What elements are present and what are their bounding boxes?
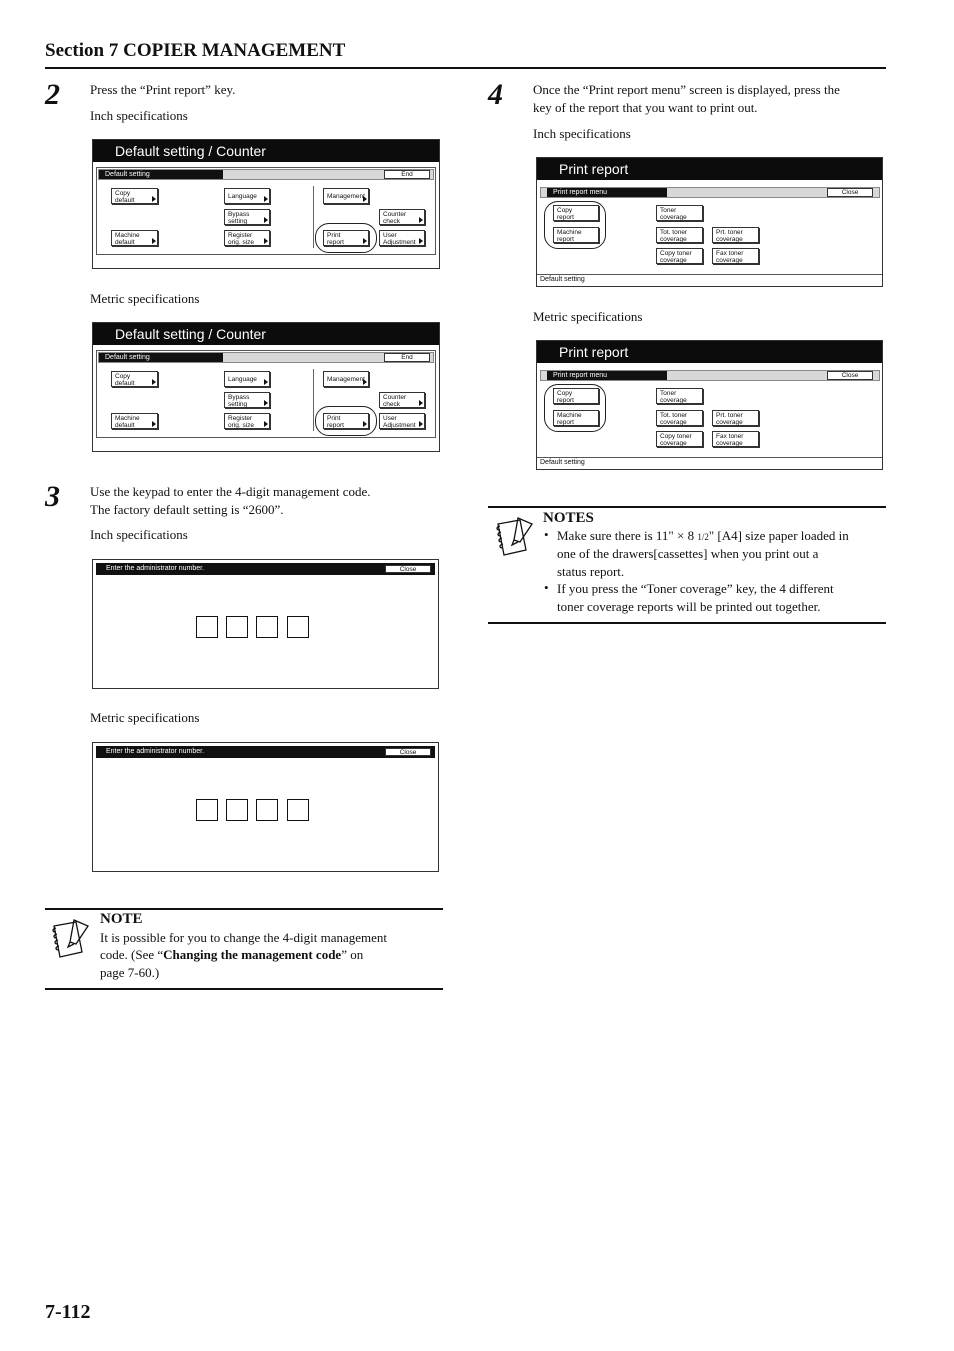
- arrow-right-icon: [152, 196, 156, 202]
- register-orig-size-key[interactable]: Register orig. size: [224, 413, 270, 429]
- prt-toner-coverage-key[interactable]: Prt. toner coverage: [712, 410, 759, 426]
- copy-default-key[interactable]: Copy default: [111, 371, 158, 387]
- page-number: 7-112: [45, 1301, 91, 1323]
- copy-report-key[interactable]: Copy report: [553, 388, 599, 404]
- default-setting-counter-panel-metric: [92, 322, 440, 452]
- machine-default-key[interactable]: Machine default: [111, 230, 158, 246]
- digit-box-4[interactable]: [287, 799, 309, 821]
- notes-b1-line2: one of the drawers[cassettes] when you print out a: [557, 546, 819, 561]
- notepad-pencil-icon: [46, 916, 92, 962]
- notes-b2-line1: If you press the “Toner coverage” key, the 4 different: [557, 581, 834, 596]
- language-key[interactable]: Language: [224, 371, 270, 387]
- default-setting-counter-panel-inch: [92, 139, 440, 269]
- note-line3: page 7-60.): [100, 965, 160, 980]
- copy-toner-coverage-key[interactable]: Copy toner coverage: [656, 248, 703, 264]
- digit-box-3[interactable]: [256, 616, 278, 638]
- arrow-right-icon: [419, 238, 423, 244]
- panel-title: Print report: [537, 341, 882, 363]
- footer-divider: [537, 274, 882, 275]
- arrow-right-icon: [419, 400, 423, 406]
- panel-title: Default setting / Counter: [93, 323, 439, 345]
- arrow-right-icon: [363, 196, 367, 202]
- machine-default-key[interactable]: Machine default: [111, 413, 158, 429]
- digit-box-4[interactable]: [287, 616, 309, 638]
- copy-default-key[interactable]: Copy default: [111, 188, 158, 204]
- digit-box-1[interactable]: [196, 616, 218, 638]
- note-bottom-rule: [45, 988, 443, 990]
- counter-check-key[interactable]: Counter check: [379, 392, 425, 408]
- bypass-setting-key[interactable]: Bypass setting: [224, 209, 270, 225]
- management-key[interactable]: Management: [323, 188, 369, 204]
- fax-toner-coverage-key[interactable]: Fax toner coverage: [712, 248, 759, 264]
- management-key[interactable]: Management: [323, 371, 369, 387]
- close-button[interactable]: Close: [385, 565, 431, 573]
- step4-metric-label: Metric specifications: [533, 309, 643, 324]
- panel-title: Default setting / Counter: [93, 140, 439, 162]
- copy-toner-coverage-key[interactable]: Copy toner coverage: [656, 431, 703, 447]
- notes-b1-fraction: 1/2: [697, 532, 709, 542]
- print-report-key[interactable]: Print report: [323, 413, 369, 429]
- admin-number-bar: Enter the administrator number.: [96, 563, 435, 575]
- arrow-right-icon: [152, 238, 156, 244]
- copy-report-key[interactable]: Copy report: [553, 205, 599, 221]
- bullet-1: •: [544, 527, 549, 542]
- step-number-3: 3: [45, 480, 60, 513]
- digit-box-3[interactable]: [256, 799, 278, 821]
- separator: [313, 186, 314, 248]
- header-rule: [45, 67, 886, 69]
- print-report-panel-metric: [536, 340, 883, 470]
- arrow-right-icon: [264, 196, 268, 202]
- notepad-pencil-icon: [490, 514, 536, 560]
- close-button[interactable]: Close: [827, 371, 873, 380]
- close-button[interactable]: Close: [827, 188, 873, 197]
- default-setting-footer[interactable]: Default setting: [540, 459, 585, 466]
- close-button[interactable]: Close: [385, 748, 431, 756]
- admin-number-bar: Enter the administrator number.: [96, 746, 435, 758]
- step2-metric-label: Metric specifications: [90, 291, 200, 306]
- notes-title: NOTES: [543, 510, 594, 526]
- default-setting-bar: Default setting: [99, 170, 223, 179]
- admin-number-panel-metric: [92, 742, 439, 872]
- digit-box-1[interactable]: [196, 799, 218, 821]
- arrow-right-icon: [264, 400, 268, 406]
- print-report-key[interactable]: Print report: [323, 230, 369, 246]
- arrow-right-icon: [264, 421, 268, 427]
- counter-check-key[interactable]: Counter check: [379, 209, 425, 225]
- notes-b2-line2: toner coverage reports will be printed out together.: [557, 599, 821, 614]
- tot-toner-coverage-key[interactable]: Tot. toner coverage: [656, 227, 703, 243]
- admin-number-panel-inch: [92, 559, 439, 689]
- separator: [313, 369, 314, 431]
- register-orig-size-key[interactable]: Register orig. size: [224, 230, 270, 246]
- arrow-right-icon: [363, 379, 367, 385]
- arrow-right-icon: [152, 421, 156, 427]
- arrow-right-icon: [363, 421, 367, 427]
- panel-title: Print report: [537, 158, 882, 180]
- step2-inch-label: Inch specifications: [90, 108, 188, 123]
- step3-inch-label: Inch specifications: [90, 527, 188, 542]
- note-title: NOTE: [100, 911, 143, 927]
- notes-b1-line3: status report.: [557, 564, 625, 579]
- notes-b1-pre: Make sure there is 11" × 8: [557, 528, 698, 543]
- arrow-right-icon: [419, 421, 423, 427]
- toner-coverage-key[interactable]: Toner coverage: [656, 388, 703, 404]
- note-top-rule: [45, 908, 443, 910]
- step3-instruction-line1: Use the keypad to enter the 4-digit management code.: [90, 484, 371, 499]
- digit-box-2[interactable]: [226, 616, 248, 638]
- step3-metric-label: Metric specifications: [90, 710, 200, 725]
- print-report-menu-bar: Print report menu: [547, 371, 667, 380]
- arrow-right-icon: [419, 217, 423, 223]
- tot-toner-coverage-key[interactable]: Tot. toner coverage: [656, 410, 703, 426]
- machine-report-key[interactable]: Machine report: [553, 227, 599, 243]
- default-setting-footer[interactable]: Default setting: [540, 276, 585, 283]
- arrow-right-icon: [363, 238, 367, 244]
- print-report-panel-inch: [536, 157, 883, 287]
- note-line2-pre: code. (See “: [100, 947, 164, 962]
- user-adjustment-key[interactable]: User Adjustment: [379, 230, 425, 246]
- section-title: Section 7 COPIER MANAGEMENT: [45, 40, 346, 61]
- step-number-2: 2: [45, 78, 60, 111]
- note-link-changing-code: Changing the management code: [163, 947, 342, 962]
- print-report-menu-bar: Print report menu: [547, 188, 667, 197]
- step-number-4: 4: [488, 78, 503, 111]
- step3-instruction-line2: The factory default setting is “2600”.: [90, 502, 284, 517]
- notes-top-rule: [488, 506, 886, 508]
- notes-b1-post: " [A4] size paper loaded in: [708, 528, 849, 543]
- end-button[interactable]: End: [384, 170, 430, 179]
- arrow-right-icon: [264, 379, 268, 385]
- language-key[interactable]: Language: [224, 188, 270, 204]
- step2-instruction: Press the “Print report” key.: [90, 82, 236, 97]
- default-setting-bar: Default setting: [99, 353, 223, 362]
- machine-report-key[interactable]: Machine report: [553, 410, 599, 426]
- bullet-2: •: [544, 580, 549, 595]
- note-line2-post: ” on: [341, 947, 364, 962]
- note-line2: [100, 946, 363, 964]
- arrow-right-icon: [264, 217, 268, 223]
- prt-toner-coverage-key[interactable]: Prt. toner coverage: [712, 227, 759, 243]
- toner-coverage-key[interactable]: Toner coverage: [656, 205, 703, 221]
- arrow-right-icon: [264, 238, 268, 244]
- note-line1: It is possible for you to change the 4-digit management: [100, 930, 388, 945]
- notes-bottom-rule: [488, 622, 886, 624]
- footer-divider: [537, 457, 882, 458]
- bypass-setting-key[interactable]: Bypass setting: [224, 392, 270, 408]
- digit-box-2[interactable]: [226, 799, 248, 821]
- step4-instruction-line1: Once the “Print report menu” screen is displayed, press the: [533, 82, 840, 97]
- end-button[interactable]: End: [384, 353, 430, 362]
- notes-b1-line1: [557, 527, 849, 546]
- user-adjustment-key[interactable]: User Adjustment: [379, 413, 425, 429]
- step4-inch-label: Inch specifications: [533, 126, 631, 141]
- step4-instruction-line2: key of the report that you want to print out.: [533, 100, 758, 115]
- arrow-right-icon: [152, 379, 156, 385]
- fax-toner-coverage-key[interactable]: Fax toner coverage: [712, 431, 759, 447]
